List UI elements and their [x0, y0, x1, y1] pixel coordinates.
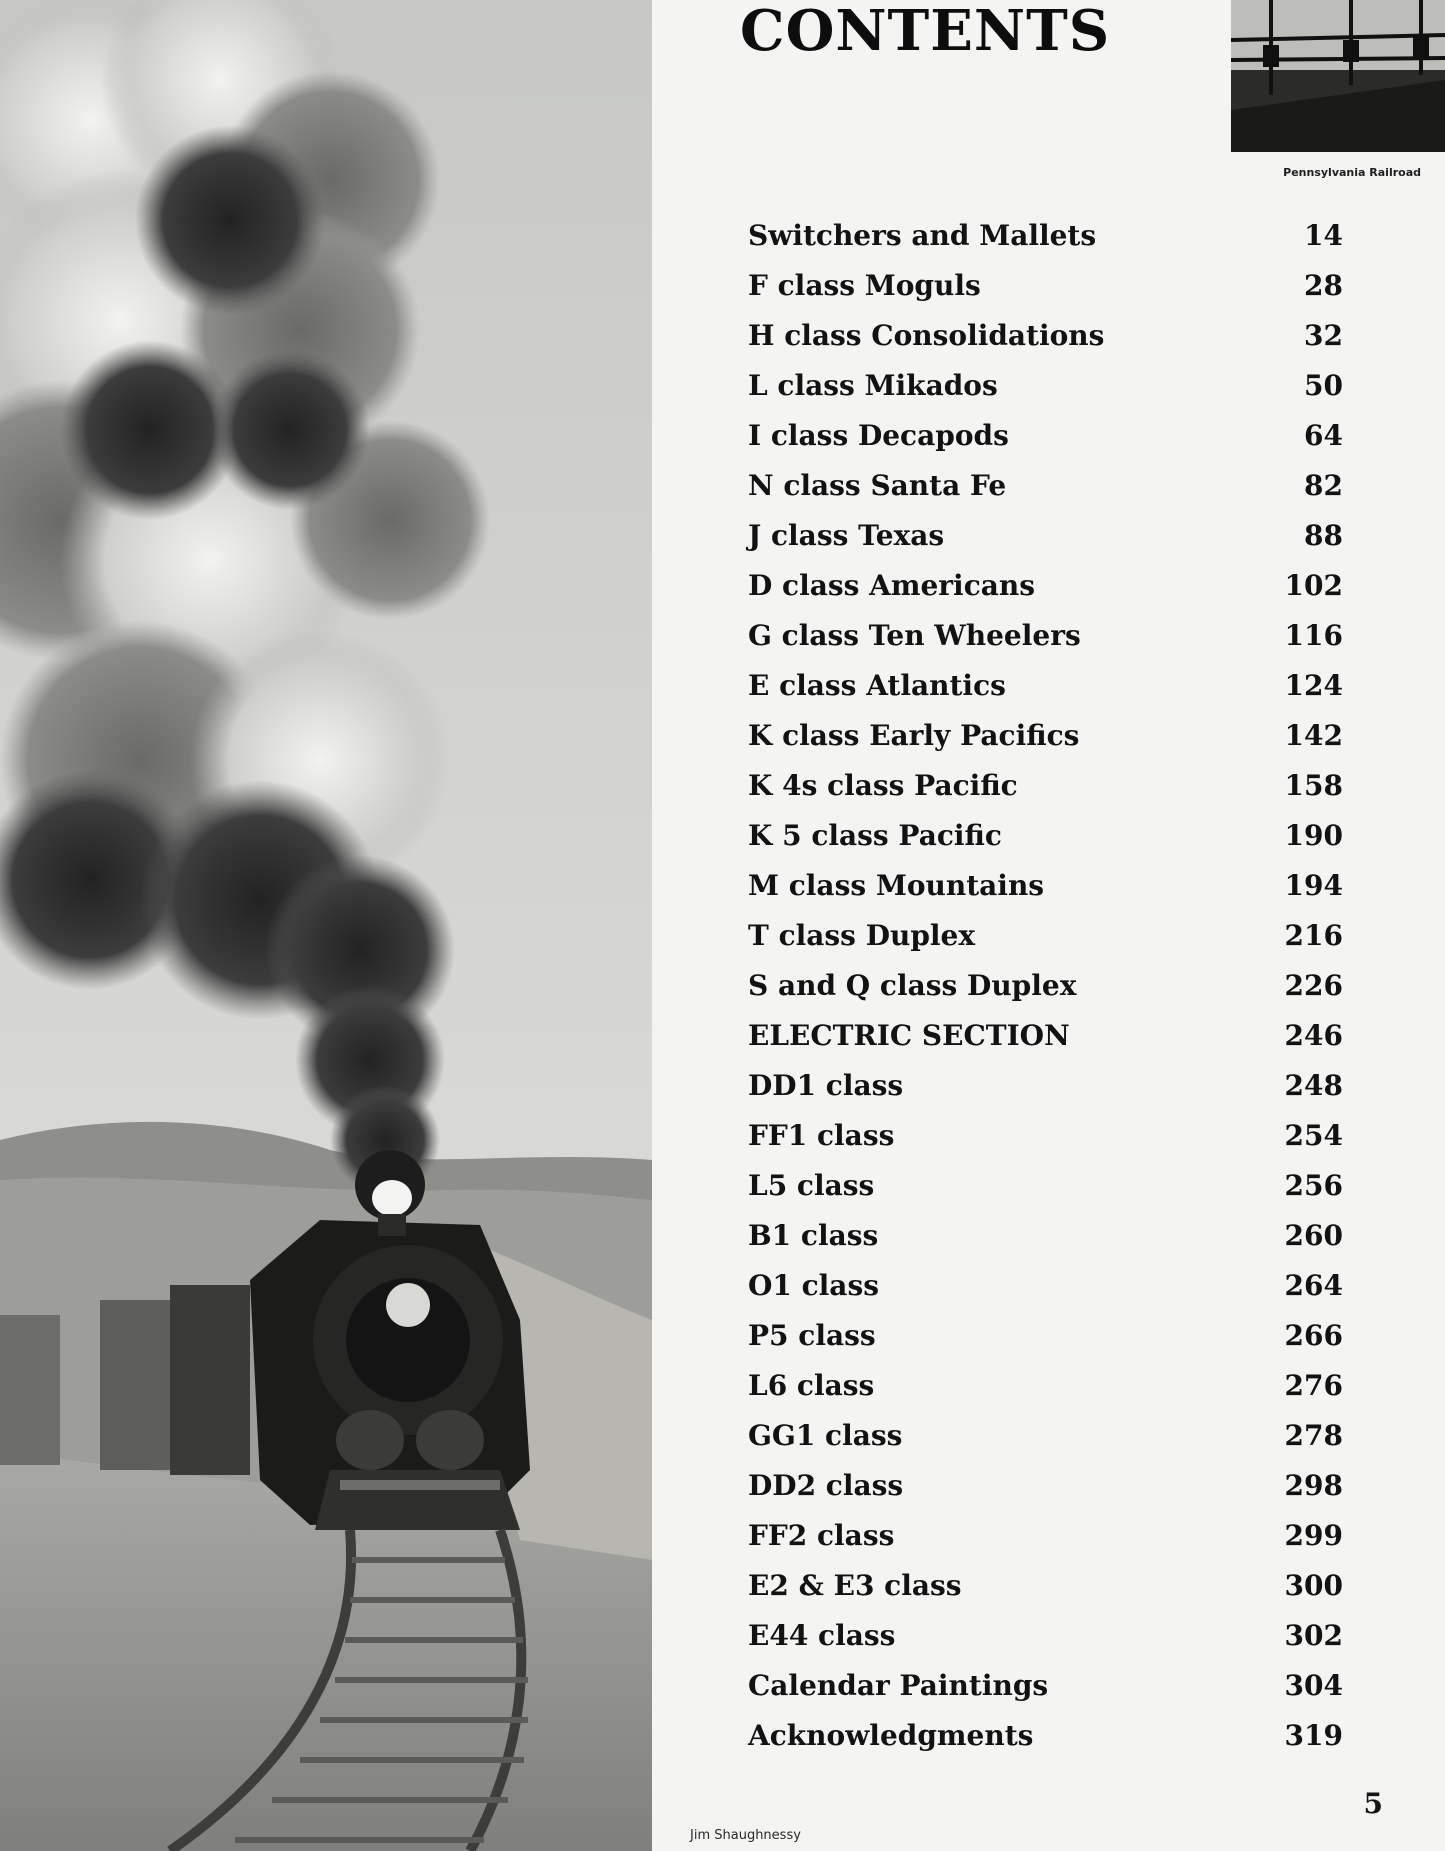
entry-title: K 5 class Pacific — [748, 819, 1002, 852]
entry-page: 50 — [1304, 369, 1343, 402]
contents-entry — [748, 1468, 1348, 1518]
entry-page: 32 — [1304, 319, 1343, 352]
entry-title: D class Americans — [748, 569, 1035, 602]
entry-title: G class Ten Wheelers — [748, 619, 1081, 652]
entry-page: 190 — [1284, 819, 1343, 852]
entry-title: L class Mikados — [748, 369, 998, 402]
entry-title: I class Decapods — [748, 419, 1009, 452]
contents-entry — [748, 1618, 1348, 1668]
contents-entry — [748, 1418, 1348, 1468]
entry-title: E2 & E3 class — [748, 1569, 962, 1602]
contents-entry — [748, 918, 1348, 968]
entry-page: 266 — [1284, 1319, 1343, 1352]
entry-page: 194 — [1284, 869, 1343, 902]
entry-title: B1 class — [748, 1219, 879, 1252]
entry-title: L5 class — [748, 1169, 875, 1202]
contents-entry — [748, 868, 1348, 918]
contents-entry — [748, 668, 1348, 718]
contents-entry — [748, 1568, 1348, 1618]
entry-title: K class Early Pacifics — [748, 719, 1080, 752]
contents-entry — [748, 318, 1348, 368]
contents-entry — [748, 418, 1348, 468]
entry-page: 82 — [1304, 469, 1343, 502]
entry-title: FF2 class — [748, 1519, 895, 1552]
entry-title: GG1 class — [748, 1419, 903, 1452]
contents-list — [748, 218, 1348, 1768]
entry-page: 264 — [1284, 1269, 1343, 1302]
entry-page: 304 — [1284, 1669, 1343, 1702]
entry-page: 256 — [1284, 1169, 1343, 1202]
contents-entry — [748, 1168, 1348, 1218]
entry-title: L6 class — [748, 1369, 875, 1402]
entry-page: 248 — [1284, 1069, 1343, 1102]
entry-title: ELECTRIC SECTION — [748, 1019, 1070, 1052]
entry-page: 142 — [1284, 719, 1343, 752]
inset-photo — [1231, 0, 1445, 152]
contents-entry — [748, 1518, 1348, 1568]
entry-title: E44 class — [748, 1619, 896, 1652]
entry-title: F class Moguls — [748, 269, 981, 302]
contents-entry — [748, 1668, 1348, 1718]
page-title: CONTENTS — [740, 0, 1111, 64]
entry-title: Acknowledgments — [748, 1719, 1034, 1752]
entry-page: 158 — [1284, 769, 1343, 802]
contents-entry — [748, 818, 1348, 868]
entry-page: 116 — [1284, 619, 1343, 652]
entry-page: 260 — [1284, 1219, 1343, 1252]
entry-page: 299 — [1284, 1519, 1343, 1552]
entry-page: 226 — [1284, 969, 1343, 1002]
contents-entry — [748, 968, 1348, 1018]
contents-entry — [748, 368, 1348, 418]
entry-title: O1 class — [748, 1269, 879, 1302]
entry-page: 28 — [1304, 269, 1343, 302]
entry-page: 88 — [1304, 519, 1343, 552]
contents-entry — [748, 268, 1348, 318]
contents-entry — [748, 718, 1348, 768]
entry-page: 302 — [1284, 1619, 1343, 1652]
page-number: 5 — [1363, 1787, 1383, 1820]
contents-entry — [748, 1018, 1348, 1068]
contents-entry — [748, 1218, 1348, 1268]
contents-entry — [748, 218, 1348, 268]
entry-title: M class Mountains — [748, 869, 1045, 902]
entry-page: 300 — [1284, 1569, 1343, 1602]
entry-page: 64 — [1304, 419, 1343, 452]
inset-photo-illustration — [1231, 0, 1445, 152]
entry-title: DD1 class — [748, 1069, 904, 1102]
contents-entry — [748, 1068, 1348, 1118]
contents-entry — [748, 1268, 1348, 1318]
entry-title: FF1 class — [748, 1119, 895, 1152]
entry-title: E class Atlantics — [748, 669, 1006, 702]
entry-title: S and Q class Duplex — [748, 969, 1077, 1002]
entry-page: 298 — [1284, 1469, 1343, 1502]
entry-title: DD2 class — [748, 1469, 904, 1502]
entry-title: P5 class — [748, 1319, 876, 1352]
entry-title: Calendar Paintings — [748, 1669, 1049, 1702]
entry-title: K 4s class Pacific — [748, 769, 1018, 802]
contents-entry — [748, 568, 1348, 618]
entry-title: H class Consolidations — [748, 319, 1105, 352]
entry-title: J class Texas — [748, 519, 945, 552]
contents-entry — [748, 518, 1348, 568]
locomotive-photo-illustration — [0, 0, 652, 1851]
contents-entry — [748, 468, 1348, 518]
entry-title: N class Santa Fe — [748, 469, 1007, 502]
contents-entry — [748, 1368, 1348, 1418]
entry-page: 254 — [1284, 1119, 1343, 1152]
entry-page: 278 — [1284, 1419, 1343, 1452]
contents-entry — [748, 1718, 1348, 1768]
entry-page: 276 — [1284, 1369, 1343, 1402]
contents-entry — [748, 1118, 1348, 1168]
contents-entry — [748, 768, 1348, 818]
contents-entry — [748, 1318, 1348, 1368]
inset-photo-credit: Pennsylvania Railroad — [1283, 166, 1421, 179]
locomotive-photo — [0, 0, 652, 1851]
contents-entry — [748, 618, 1348, 668]
entry-page: 14 — [1304, 219, 1343, 252]
entry-title: T class Duplex — [748, 919, 976, 952]
entry-page: 124 — [1284, 669, 1343, 702]
entry-page: 102 — [1284, 569, 1343, 602]
entry-page: 319 — [1284, 1719, 1343, 1752]
entry-page: 246 — [1284, 1019, 1343, 1052]
entry-title: Switchers and Mallets — [748, 219, 1097, 252]
entry-page: 216 — [1284, 919, 1343, 952]
photo-credit: Jim Shaughnessy — [690, 1828, 801, 1843]
